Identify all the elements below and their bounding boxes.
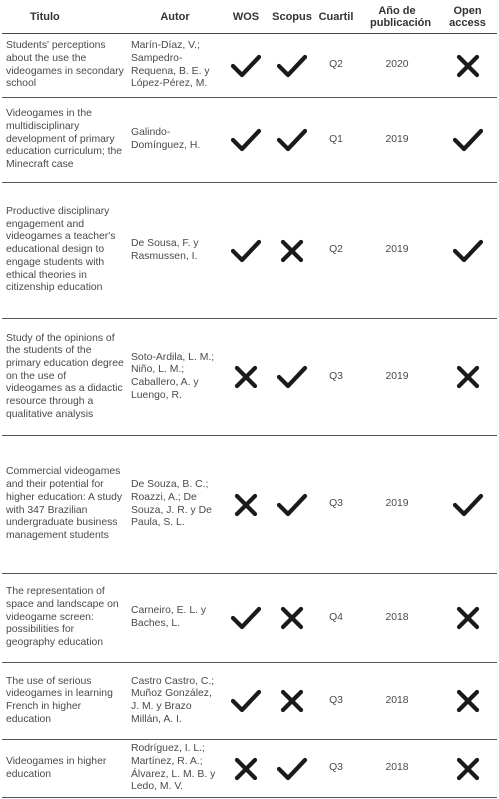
cell-autor: De Souza, B. C.; Roazzi, A.; De Souza, J. R. y De Paula, S. L. (126, 436, 224, 574)
cross-icon (456, 365, 480, 389)
cell-autor: Castro Castro, C.; Muñoz González, J. M. y Brazo Millán, A. I. (126, 663, 224, 740)
cell-autor: De Sousa, F. y Rasmussen, I. (126, 183, 224, 319)
header-scopus: Scopus (268, 0, 316, 34)
cell-anio: 2018 (356, 574, 438, 663)
cell-titulo: The use of serious videogames in learning French in higher education (2, 663, 126, 740)
cell-cuartil: Q2 (316, 34, 356, 98)
cell-autor: Soto-Ardila, L. M.; Niño, L. M.; Caballero, A. y Luengo, R. (126, 319, 224, 436)
check-icon (452, 238, 484, 264)
cell-open-access (438, 98, 497, 183)
check-icon (276, 53, 308, 79)
cell-open-access (438, 740, 497, 798)
header-cuartil: Cuartil (316, 0, 356, 34)
cell-open-access (438, 183, 497, 319)
table-row (2, 436, 497, 574)
check-icon (452, 492, 484, 518)
cross-icon (280, 239, 304, 263)
cell-open-access (438, 34, 497, 98)
header-wos: WOS (224, 0, 268, 34)
cell-anio: 2019 (356, 319, 438, 436)
cell-titulo: Videogames in the multidisciplinary development of primary education curriculum; the Minecraft case (2, 98, 126, 183)
cell-anio: 2018 (356, 740, 438, 798)
cell-wos (224, 183, 268, 319)
cell-wos (224, 436, 268, 574)
table-body (2, 34, 497, 798)
cell-cuartil: Q1 (316, 98, 356, 183)
cell-autor: Rodríguez, I. L.; Martínez, R. A.; Álvarez, L. M. B. y Ledo, M. V. (126, 740, 224, 798)
cell-cuartil: Q3 (316, 436, 356, 574)
check-icon (230, 605, 262, 631)
cell-scopus (268, 34, 316, 98)
cell-titulo: Productive disciplinary engagement and videogames a teacher's educational design to engage students with ethical theories in citizenship education (2, 183, 126, 319)
cell-open-access (438, 436, 497, 574)
cross-icon (456, 606, 480, 630)
check-icon (230, 127, 262, 153)
cell-titulo: Study of the opinions of the students of the primary education degree on the use of videogames as a didactic resource through a qualitative analysis (2, 319, 126, 436)
cell-wos (224, 574, 268, 663)
header-autor: Autor (126, 0, 224, 34)
publications-table (2, 0, 497, 798)
cell-titulo: Videogames in higher education (2, 740, 126, 798)
cross-icon (456, 757, 480, 781)
header-open-access: Open access (438, 0, 497, 34)
cell-cuartil: Q3 (316, 740, 356, 798)
check-icon (452, 127, 484, 153)
header-row (2, 0, 497, 34)
cross-icon (234, 365, 258, 389)
check-icon (276, 364, 308, 390)
check-icon (276, 127, 308, 153)
cross-icon (456, 689, 480, 713)
header-anio: Año de publicación (356, 0, 438, 34)
cell-anio: 2019 (356, 98, 438, 183)
table-row (2, 740, 497, 798)
cell-wos (224, 319, 268, 436)
cell-scopus (268, 319, 316, 436)
cell-anio: 2018 (356, 663, 438, 740)
cell-scopus (268, 663, 316, 740)
cell-titulo: Students' perceptions about the use the videogames in secondary school (2, 34, 126, 98)
cell-cuartil: Q2 (316, 183, 356, 319)
cell-autor: Carneiro, E. L. y Baches, L. (126, 574, 224, 663)
cross-icon (234, 757, 258, 781)
cell-titulo: The representation of space and landscape on videogame screen: possibilities for geography education (2, 574, 126, 663)
cross-icon (280, 606, 304, 630)
header-titulo: Titulo (2, 0, 126, 34)
cell-scopus (268, 574, 316, 663)
cell-open-access (438, 574, 497, 663)
cell-cuartil: Q3 (316, 319, 356, 436)
table-row (2, 319, 497, 436)
cell-wos (224, 34, 268, 98)
cross-icon (280, 689, 304, 713)
check-icon (276, 492, 308, 518)
cell-open-access (438, 663, 497, 740)
table-row (2, 183, 497, 319)
check-icon (230, 53, 262, 79)
cell-scopus (268, 98, 316, 183)
table-row (2, 574, 497, 663)
cell-anio: 2019 (356, 183, 438, 319)
cell-wos (224, 98, 268, 183)
cross-icon (234, 493, 258, 517)
cell-scopus (268, 436, 316, 574)
cell-open-access (438, 319, 497, 436)
cell-scopus (268, 183, 316, 319)
check-icon (276, 756, 308, 782)
cell-anio: 2019 (356, 436, 438, 574)
cell-titulo: Commercial videogames and their potential for higher education: A study with 347 Brazilian undergraduate business management students (2, 436, 126, 574)
check-icon (230, 688, 262, 714)
cell-cuartil: Q3 (316, 663, 356, 740)
cross-icon (456, 54, 480, 78)
table-row (2, 663, 497, 740)
table-row (2, 34, 497, 98)
cell-anio: 2020 (356, 34, 438, 98)
cell-wos (224, 740, 268, 798)
cell-autor: Galindo-Domínguez, H. (126, 98, 224, 183)
cell-wos (224, 663, 268, 740)
cell-cuartil: Q4 (316, 574, 356, 663)
check-icon (230, 238, 262, 264)
cell-scopus (268, 740, 316, 798)
cell-autor: Marín-Díaz, V.; Sampedro-Requena, B. E. y López-Pérez, M. (126, 34, 224, 98)
table-row (2, 98, 497, 183)
